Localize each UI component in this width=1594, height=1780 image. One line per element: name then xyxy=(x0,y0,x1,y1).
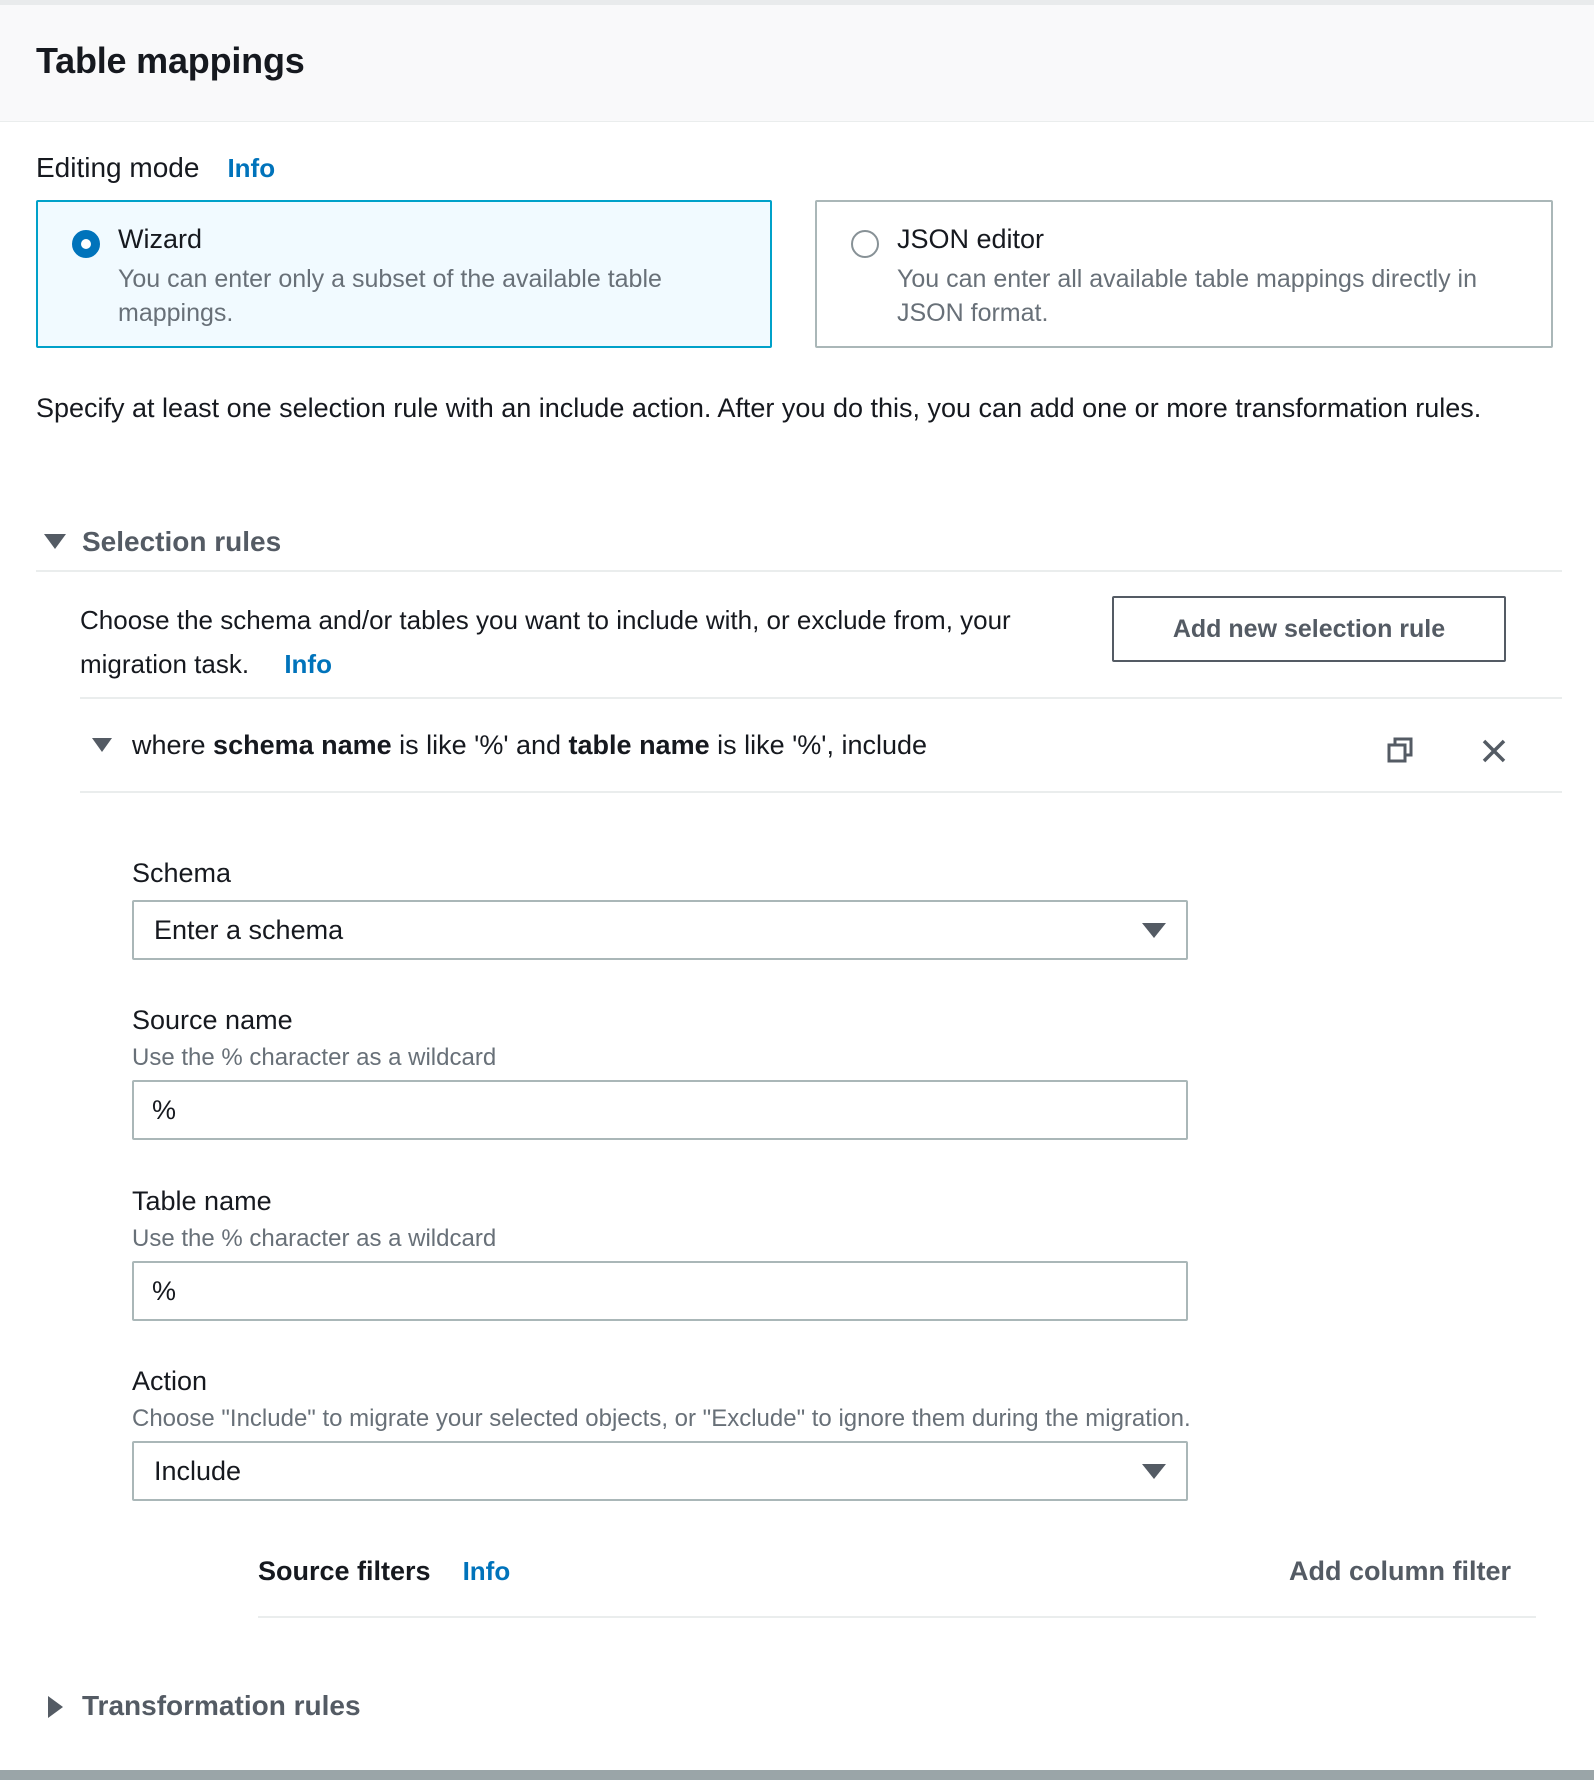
editing-mode-info-link[interactable]: Info xyxy=(227,153,276,183)
schema-select[interactable] xyxy=(132,900,1188,960)
wizard-radio[interactable] xyxy=(72,230,100,258)
editing-mode-label: Editing mode xyxy=(36,152,200,183)
divider xyxy=(80,697,1562,699)
action-select[interactable] xyxy=(132,1441,1188,1501)
copy-rule-button[interactable] xyxy=(1385,735,1415,768)
editing-mode-row xyxy=(36,152,275,184)
rule-summary-end: is like '%', include xyxy=(709,730,928,760)
add-column-filter-button[interactable]: Add column filter xyxy=(1289,1556,1511,1586)
table-name-label: Table name xyxy=(132,1186,272,1216)
rule-summary-mid: is like '%' and xyxy=(391,730,569,760)
rule-summary-table-field: table name xyxy=(568,730,710,760)
source-filters-row xyxy=(258,1556,510,1587)
rule-summary[interactable] xyxy=(132,730,927,761)
source-name-input[interactable] xyxy=(132,1080,1188,1140)
divider xyxy=(36,570,1562,572)
chevron-down-icon xyxy=(1142,1464,1166,1479)
divider xyxy=(80,791,1562,793)
json-editor-radio[interactable] xyxy=(851,230,879,258)
remove-rule-button[interactable] xyxy=(1478,735,1510,770)
action-hint: Choose "Include" to migrate your selected objects, or "Exclude" to ignore them during the migration. xyxy=(132,1405,1191,1432)
editing-mode-option-json-editor[interactable] xyxy=(815,200,1553,348)
selection-rules-header[interactable]: Selection rules xyxy=(82,526,282,557)
source-filters-label: Source filters xyxy=(258,1556,431,1586)
action-label: Action xyxy=(132,1366,208,1396)
rule-summary-where: where xyxy=(132,730,214,760)
action-select-value: Include xyxy=(154,1455,242,1486)
selection-rules-collapse-icon[interactable] xyxy=(44,534,66,549)
page-title: Table mappings xyxy=(36,40,305,81)
chevron-down-icon xyxy=(1142,923,1166,938)
selection-rules-info-link[interactable]: Info xyxy=(284,649,332,679)
divider xyxy=(258,1616,1536,1618)
schema-label: Schema xyxy=(132,858,232,888)
schema-select-value: Enter a schema xyxy=(154,914,344,945)
copy-icon xyxy=(1385,753,1415,768)
json-editor-description: You can enter all available table mappings directly in JSON format. xyxy=(897,265,1477,327)
wizard-label: Wizard xyxy=(118,224,203,254)
selection-rules-description-text: Choose the schema and/or tables you want to include with, or exclude from, your migration task. xyxy=(80,605,1011,679)
json-editor-label: JSON editor xyxy=(897,224,1045,254)
source-name-label: Source name xyxy=(132,1005,293,1035)
wizard-description: You can enter only a subset of the available table mappings. xyxy=(118,265,662,327)
selection-rules-description xyxy=(80,598,1080,686)
editing-mode-option-wizard[interactable] xyxy=(36,200,772,348)
intro-text: Specify at least one selection rule with an include action. After you do this, you can add one or more transformation rules. xyxy=(36,393,1482,423)
transformation-rules-expand-icon[interactable] xyxy=(48,1696,63,1718)
transformation-rules-header[interactable]: Transformation rules xyxy=(82,1690,361,1721)
source-name-hint: Use the % character as a wildcard xyxy=(132,1044,497,1071)
bottom-band xyxy=(0,1770,1594,1780)
rule-summary-schema-field: schema name xyxy=(213,730,392,760)
table-name-hint: Use the % character as a wildcard xyxy=(132,1225,497,1252)
source-filters-info-link[interactable]: Info xyxy=(462,1556,511,1586)
rule-collapse-icon[interactable] xyxy=(92,738,112,752)
add-new-selection-rule-button[interactable]: Add new selection rule xyxy=(1112,596,1506,662)
table-name-input[interactable] xyxy=(132,1261,1188,1321)
close-icon xyxy=(1478,755,1510,770)
